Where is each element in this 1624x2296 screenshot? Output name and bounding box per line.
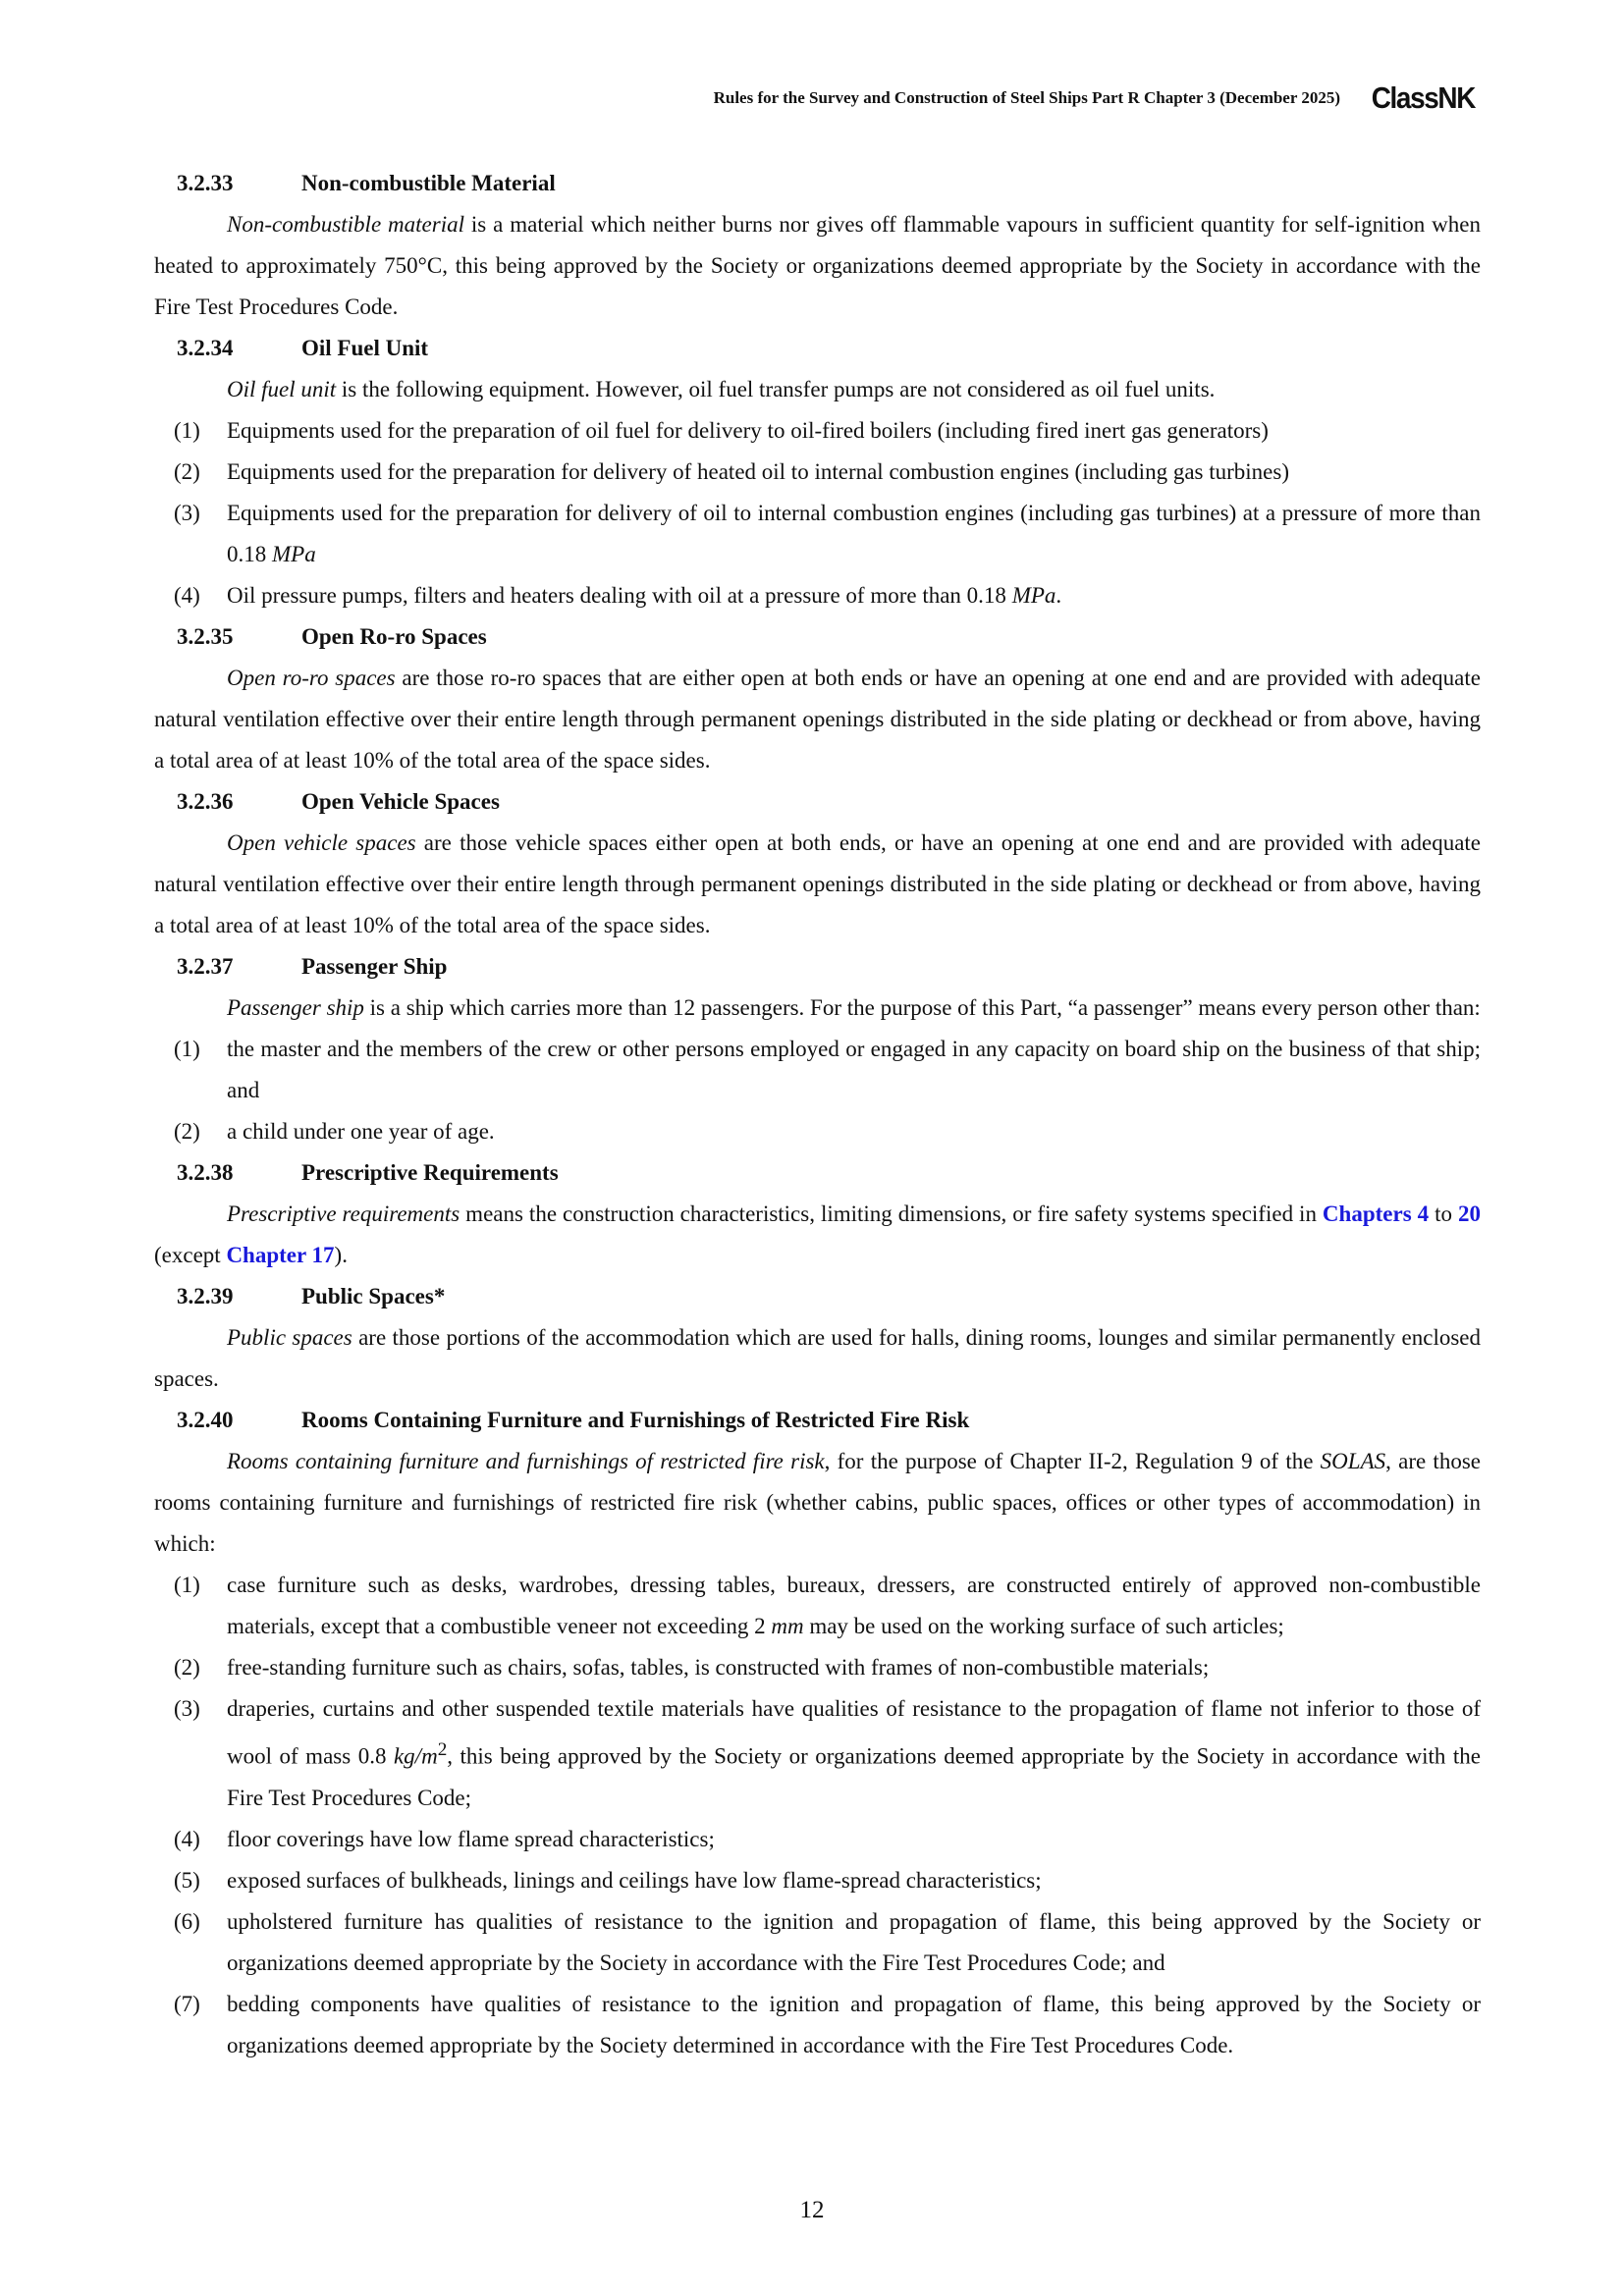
list-item [154,1860,1481,1901]
list-marker: (1) [174,1037,200,1061]
list-item-text [227,575,1481,616]
list-marker: (2) [174,1655,200,1680]
list-item [154,452,1481,493]
list-item [154,1984,1481,2066]
list-item [154,575,1481,616]
defined-term: Open ro-ro spaces [227,666,396,690]
section-number: 3.2.35 [177,624,234,649]
unit: kg/m [393,1743,438,1769]
definition-text: , for the purpose of Chapter II-2, Regulation 9 of the [824,1449,1321,1473]
list-marker: (7) [174,1991,200,2016]
list-marker: (4) [174,583,200,608]
section-title: Prescriptive Requirements [301,1160,559,1185]
definition-text-continued: , are those rooms containing furniture and furnishings of restricted fire risk (whether cabins, public spaces, offices or other types of accommodation) in which: [154,1449,1481,1556]
definition-paragraph [154,658,1481,781]
list-item-body: case furniture such as desks, wardrobes, dressing tables, bureaux, dressers, are constructed entirely of approved non-combustible materials, except that a combustible veneer not exceeding 2 [227,1573,1481,1638]
definition-paragraph [154,1317,1481,1400]
list-marker: (4) [174,1826,200,1851]
list-marker: (3) [174,501,200,525]
section-number: 3.2.36 [177,789,234,814]
list-item-text: floor coverings have low flame spread characteristics; [227,1826,715,1851]
section-number: 3.2.39 [177,1284,234,1308]
list-item [154,1819,1481,1860]
list-item [154,1688,1481,1819]
definition-paragraph [154,369,1481,410]
section-heading-3-2-37 [154,946,1481,988]
section-title: Public Spaces* [301,1284,446,1308]
list-item-text: upholstered furniture has qualities of resistance to the ignition and propagation of flame, this being approved by the Society or organizations deemed appropriate by the Society in accordance with the Fire Test Procedures Code; and [227,1908,1481,1975]
definition-paragraph [154,204,1481,328]
section-title: Rooms Containing Furniture and Furnishings of Restricted Fire Risk [301,1408,970,1432]
chapters-4-link[interactable]: Chapters 4 [1322,1201,1430,1226]
list-item-text: the master and the members of the crew or other persons employed or engaged in any capacity on board ship on the business of that ship; and [227,1037,1481,1102]
unit-exponent: 2 [437,1739,448,1760]
chapter-17-link[interactable]: Chapter 17 [226,1243,335,1267]
list-item-text: Equipments used for the preparation of oil fuel for delivery to oil-fired boilers (including fired inert gas generators) [227,418,1269,443]
list-item [154,1901,1481,1984]
list-item-body: Equipments used for the preparation for delivery of oil to internal combustion engines (including gas turbines) at a pressure of more than 0.18 [227,501,1481,566]
defined-term: Prescriptive requirements [227,1201,460,1226]
list-item [154,410,1481,452]
list-item-text: bedding components have qualities of resistance to the ignition and propagation of flame, this being approved by the Society or organizations deemed appropriate by the Society determined in accordance with the Fire Test Procedures Code. [227,1991,1481,2057]
definition-text: are those ro-ro spaces that are either open at both ends or have an opening at one end and are provided with adequate natural ventilation effective over their entire length through permanent openings distributed in the side plating or deckhead or from above, having a total area of at least 10% of the total area of the space sides. [154,666,1481,773]
defined-term: Public spaces [227,1325,352,1350]
list-item-body: draperies, curtains and other suspended textile materials have qualities of resistance to the propagation of flame not inferior to those of wool of mass 0.8 [227,1696,1481,1769]
unit: MPa [1011,583,1056,608]
solas-term: SOLAS [1320,1449,1386,1473]
definition-text: is the following equipment. However, oil fuel transfer pumps are not considered as oil fuel units. [336,377,1216,401]
closing-text: ). [334,1243,348,1267]
list-marker: (3) [174,1696,200,1721]
list-item [154,1647,1481,1688]
list-item-text [227,1688,1481,1819]
list-item-tail: , this being approved by the Society or organizations deemed appropriate by the Society in accordance with the Fire Test Procedures Code; [227,1743,1481,1810]
section-number: 3.2.33 [177,171,234,195]
chapter-20-link[interactable]: 20 [1457,1201,1481,1226]
section-heading-3-2-34 [154,328,1481,369]
list-item-tail: may be used on the working surface of such articles; [803,1614,1284,1638]
defined-term: Open vehicle spaces [227,830,416,855]
defined-term: Oil fuel unit [227,377,337,401]
section-heading-3-2-36 [154,781,1481,823]
section-heading-3-2-39 [154,1276,1481,1317]
section-number: 3.2.40 [177,1408,234,1432]
definition-text: are those vehicle spaces either open at both ends, or have an opening at one end and are provided with adequate natural ventilation effective over their entire length through permanent openings distributed in the side plating or deckhead or from above, having a total area of at least 10% of the total area of the space sides. [154,830,1481,937]
section-heading-3-2-35 [154,616,1481,658]
classnk-logo: ClassNK [1371,80,1475,115]
list-item [154,1111,1481,1152]
page-header [714,80,1475,116]
section-number: 3.2.34 [177,336,234,360]
list-item-body: Oil pressure pumps, filters and heaters dealing with oil at a pressure of more than 0.18 [227,583,1012,608]
definition-text: are those portions of the accommodation which are used for halls, dining rooms, lounges and similar permanently enclosed spaces. [154,1325,1481,1391]
section-title: Non-combustible Material [301,171,556,195]
section-number: 3.2.37 [177,954,234,979]
list-item-text [227,493,1481,575]
section-heading-3-2-33 [154,163,1481,204]
definition-text: is a material which neither burns nor gives off flammable vapours in sufficient quantity for self-ignition when heated to approximately 750°C, this being approved by the Society or organizations deemed appropriate by the Society in accordance with the Fire Test Procedures Code. [154,212,1481,319]
list-item-text [227,1565,1481,1647]
defined-term: Passenger ship [227,995,364,1020]
list-marker: (1) [174,418,200,443]
list-item-text: a child under one year of age. [227,1119,495,1144]
definition-paragraph [154,988,1481,1029]
defined-term: Non-combustible material [227,212,464,237]
definition-paragraph [154,1441,1481,1565]
page-number: 12 [799,2197,825,2223]
unit: mm [771,1614,804,1638]
list-item [154,1029,1481,1111]
list-marker: (2) [174,1119,200,1144]
section-title: Open Ro-ro Spaces [301,624,487,649]
definition-paragraph [154,1194,1481,1276]
list-marker: (6) [174,1908,200,1934]
header-title: Rules for the Survey and Construction of Steel Ships Part R Chapter 3 (December 2025) [713,88,1340,107]
section-heading-3-2-38 [154,1152,1481,1194]
unit: MPa [272,542,316,566]
list-item-text: free-standing furniture such as chairs, sofas, tables, is constructed with frames of non-combustible materials; [227,1655,1210,1680]
definition-text: is a ship which carries more than 12 passengers. For the purpose of this Part, “a passenger” means every person other than: [363,995,1481,1020]
list-item-tail: . [1056,583,1062,608]
list-marker: (5) [174,1867,200,1893]
list-item [154,493,1481,575]
list-marker: (2) [174,459,200,484]
list-item-text: exposed surfaces of bulkheads, linings and ceilings have low flame-spread characteristics; [227,1867,1042,1893]
definition-paragraph [154,823,1481,946]
list-item [154,1565,1481,1647]
list-item-text: Equipments used for the preparation for delivery of heated oil to internal combustion engines (including gas turbines) [227,459,1289,484]
definition-text: means the construction characteristics, limiting dimensions, or fire safety systems specified in [460,1201,1323,1226]
document-body [154,163,1481,2066]
section-number: 3.2.38 [177,1160,234,1185]
connector-text: to [1429,1201,1458,1226]
section-title: Oil Fuel Unit [301,336,429,360]
section-title: Open Vehicle Spaces [301,789,500,814]
defined-term: Rooms containing furniture and furnishings of restricted fire risk [227,1449,825,1473]
section-title: Passenger Ship [301,954,448,979]
connector-text: (except [154,1243,227,1267]
list-marker: (1) [174,1573,200,1597]
section-heading-3-2-40 [154,1400,1481,1441]
